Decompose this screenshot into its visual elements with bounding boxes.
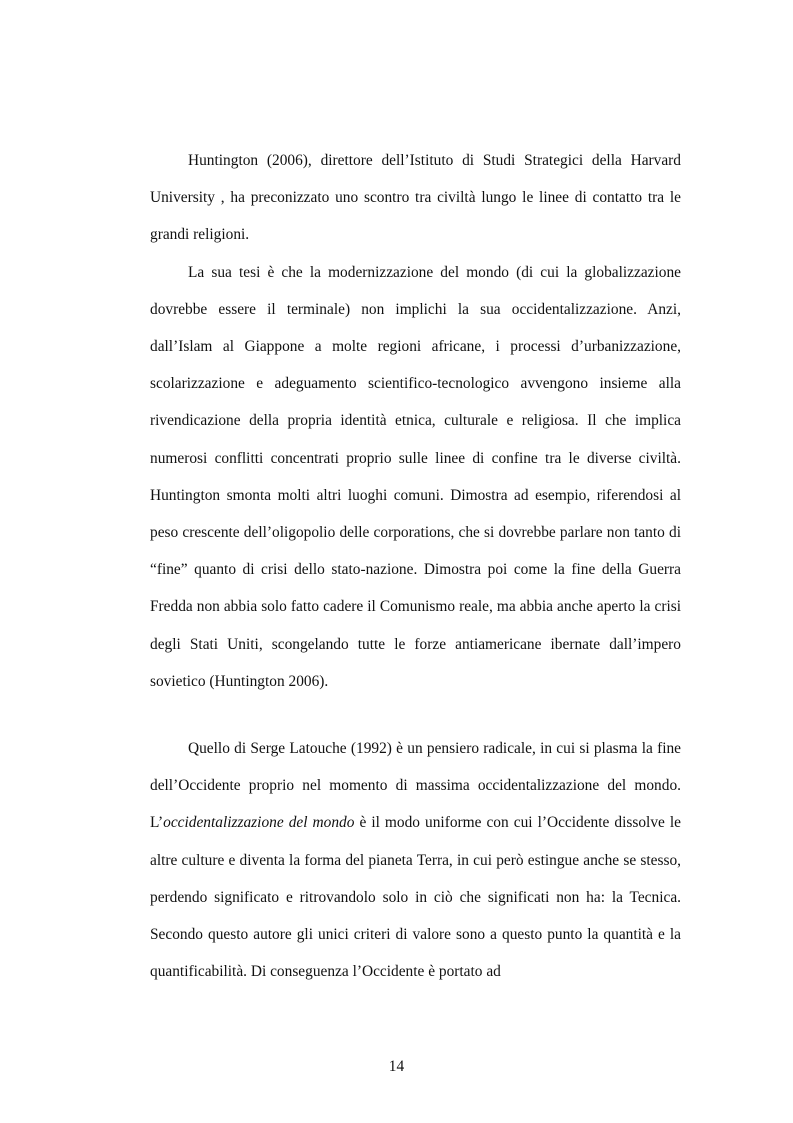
text-block-top xyxy=(150,142,681,700)
paragraph-latouche-before: Quello di Serge Latouche (1992) è un pensiero radicale, in cui si plasma la fine dell’Occidente proprio nel momento di massima occidentalizzazione del mondo. L’ xyxy=(150,740,681,832)
paragraph-huntington-thesis: La sua tesi è che la modernizzazione del mondo (di cui la globalizzazione dovrebbe essere il terminale) non implichi la sua occidentalizzazione. Anzi, dall’Islam al Giappone a molte regioni africane, i processi d’urbanizzazione, scolarizzazione e adeguamento scientifico-tecnologico avvengono insieme alla rivendicazione della propria identità etnica, culturale e religiosa. Il che implica numerosi conflitti concentrati proprio sulle linee di confine tra le diverse civiltà. Huntington smonta molti altri luoghi comuni. Dimostra ad esempio, riferendosi al peso crescente dell’oligopolio delle corporations, che si dovrebbe parlare non tanto di “fine” quanto di crisi dello stato-nazione. Dimostra poi come la fine della Guerra Fredda non abbia solo fatto cadere il Comunismo reale, ma abbia anche aperto la crisi degli Stati Uniti, scongelando tutte le forze antiamericane ibernate dall’impero sovietico (Huntington 2006). xyxy=(150,263,681,690)
page-number: 14 xyxy=(388,1058,405,1075)
text-block-bottom xyxy=(150,730,681,990)
paragraph-huntington-intro: Huntington (2006), direttore dell’Istituto di Studi Strategici della Harvard University , ha preconizzato uno scontro tra civiltà lungo le linee di contatto tra le grandi religioni. xyxy=(150,152,681,244)
paragraph-latouche xyxy=(150,730,681,990)
paragraph-latouche-after: è il modo uniforme con cui l’Occidente dissolve le altre culture e diventa la forma del pianeta Terra, in cui però estingue anche se stesso, perdendo significato e ritrovandolo solo in ciò che significati non ha: la Tecnica. Secondo questo autore gli unici criteri di valore sono a questo punto la quantità e la quantificabilità. Di conseguenza l’Occidente è portato ad xyxy=(150,814,681,981)
paragraph-latouche-emphasis: occidentalizzazione del mondo xyxy=(163,814,355,832)
